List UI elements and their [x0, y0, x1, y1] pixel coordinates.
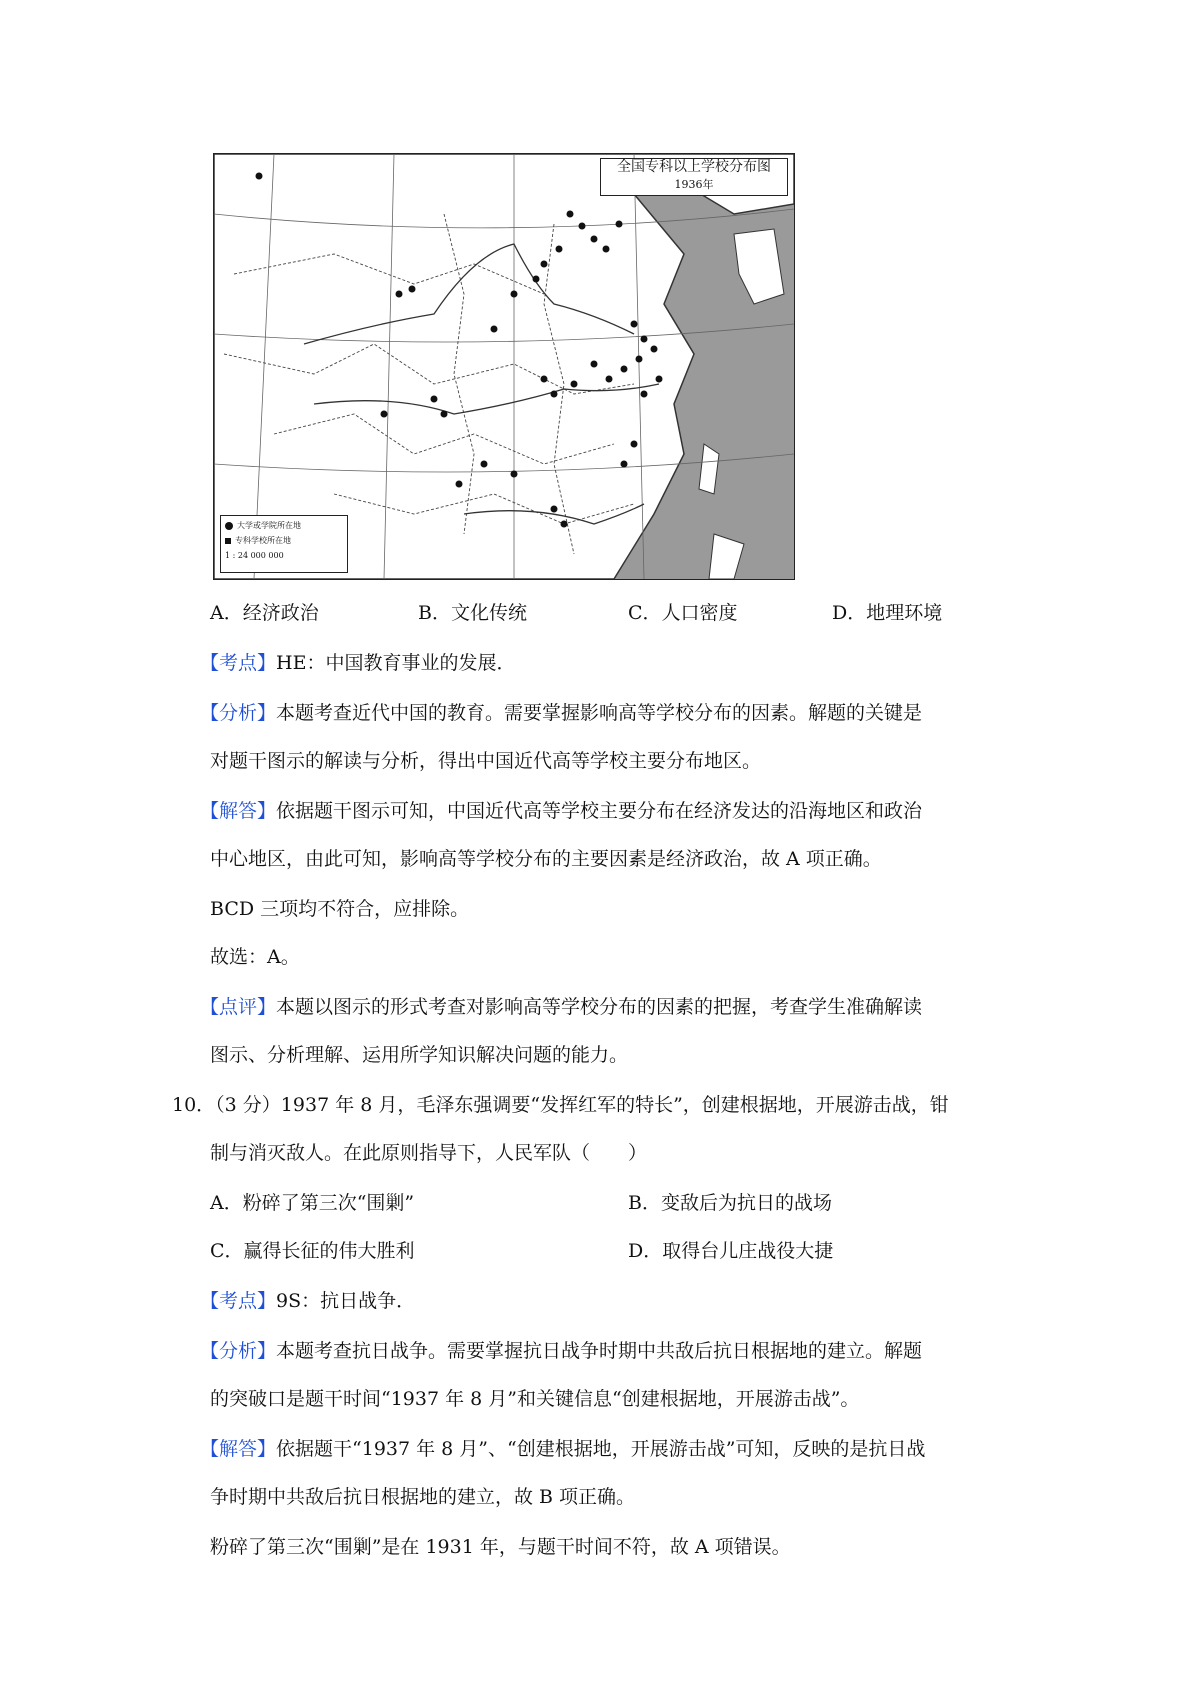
q9-option-b: B．文化传统 — [418, 602, 527, 624]
university-marker-icon — [225, 522, 233, 530]
q9-jieda-tag: 【解答】 — [200, 800, 277, 822]
q9-fenxi-text-2: 对题干图示的解读与分析，得出中国近代高等学校主要分布地区。 — [210, 750, 762, 772]
q9-dianping-text-2: 图示、分析理解、运用所学知识解决问题的能力。 — [210, 1044, 629, 1066]
legend-university: 大学或学院所在地 — [237, 521, 301, 530]
q10-option-d: D．取得台儿庄战役大捷 — [628, 1240, 834, 1262]
q10-jieda-text-3: 粉碎了第三次“围剿”是在 1931 年，与题干时间不符，故 A 项错误。 — [210, 1536, 791, 1558]
legend-college: 专科学校所在地 — [235, 536, 291, 545]
q9-option-d: D．地理环境 — [832, 602, 943, 624]
q10-stem-1: 10．（3 分）1937 年 8 月，毛泽东强调要“发挥红军的特长”，创建根据地，开展游击战，钳 — [172, 1094, 949, 1116]
q9-fenxi-text-1: 本题考查近代中国的教育。需要掌握影响高等学校分布的因素。解题的关键是 — [276, 702, 923, 724]
map-year: 1936年 — [674, 178, 714, 191]
map-title: 全国专科以上学校分布图 — [617, 159, 771, 175]
q9-jieda-text-1: 依据题干图示可知，中国近代高等学校主要分布在经济发达的沿海地区和政治 — [276, 800, 923, 822]
q10-jieda-tag: 【解答】 — [200, 1438, 277, 1460]
q10-kaodian — [200, 1288, 415, 1314]
q10-jieda-text-2: 争时期中共敌后抗日根据地的建立，故 B 项正确。 — [210, 1486, 636, 1508]
q9-jieda-text-2: 中心地区，由此可知，影响高等学校分布的主要因素是经济政治，故 A 项正确。 — [210, 848, 882, 870]
q9-jieda — [200, 798, 922, 824]
q9-fenxi-tag: 【分析】 — [200, 702, 277, 724]
q10-jieda — [200, 1436, 925, 1462]
q10-fenxi-text-2: 的突破口是题干时间“1937 年 8 月”和关键信息“创建根据地，开展游击战”。 — [210, 1388, 860, 1410]
map-title-box — [600, 158, 788, 196]
q9-dianping — [200, 994, 922, 1020]
q10-jieda-text-1: 依据题干“1937 年 8 月”、“创建根据地，开展游击战”可知，反映的是抗日战 — [276, 1438, 926, 1460]
q10-fenxi — [200, 1338, 922, 1364]
q9-kaodian-tag: 【考点】 — [200, 652, 277, 674]
q9-dianping-text-1: 本题以图示的形式考查对影响高等学校分布的因素的把握，考查学生准确解读 — [276, 996, 923, 1018]
map-legend — [220, 515, 348, 573]
q9-kaodian — [200, 650, 515, 676]
q10-stem-2: 制与消灭敌人。在此原则指导下，人民军队（ ） — [210, 1142, 648, 1164]
q10-kaodian-text: 9S：抗日战争． — [276, 1290, 416, 1312]
q10-option-b: B．变敌后为抗日的战场 — [628, 1192, 832, 1214]
q10-option-c: C．赢得长征的伟大胜利 — [210, 1240, 415, 1262]
q10-fenxi-text-1: 本题考查抗日战争。需要掌握抗日战争时期中共敌后抗日根据地的建立。解题 — [276, 1340, 923, 1362]
school-distribution-map — [213, 153, 795, 580]
q9-jieda-text-3: BCD 三项均不符合，应排除。 — [210, 898, 470, 920]
q9-dianping-tag: 【点评】 — [200, 996, 277, 1018]
q9-kaodian-text: HE：中国教育事业的发展． — [276, 652, 516, 674]
q9-fenxi — [200, 700, 922, 726]
q10-kaodian-tag: 【考点】 — [200, 1290, 277, 1312]
q10-option-a: A．粉碎了第三次“围剿” — [210, 1192, 415, 1214]
college-marker-icon — [225, 538, 231, 544]
legend-scale: 1 : 24 000 000 — [225, 551, 284, 560]
q10-fenxi-tag: 【分析】 — [200, 1340, 277, 1362]
q9-option-c: C．人口密度 — [628, 602, 738, 624]
q9-jieda-text-4: 故选：A。 — [210, 946, 300, 968]
q9-option-a: A．经济政治 — [210, 602, 319, 624]
